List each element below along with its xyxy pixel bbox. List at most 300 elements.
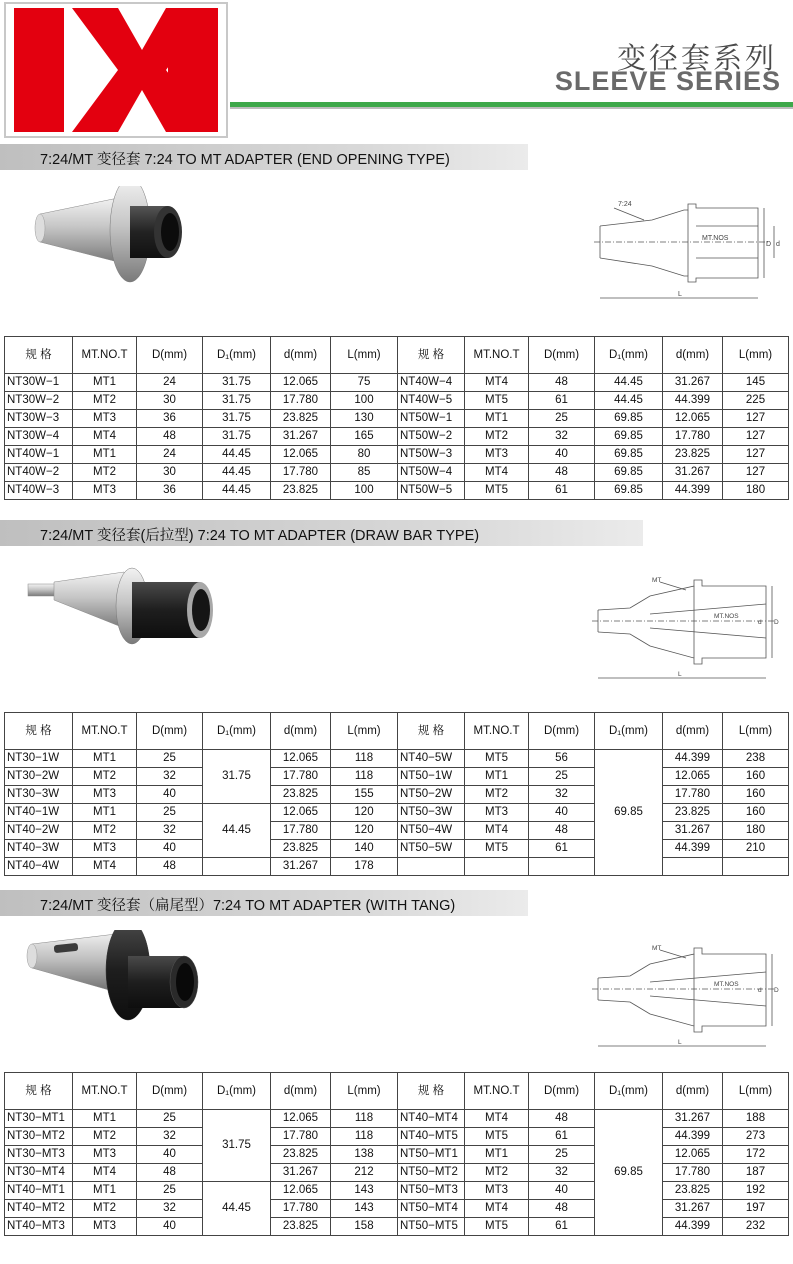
section-1-title-bar [0,144,528,170]
table-cell: 30 [137,464,203,482]
table-cell: 17.780 [271,822,331,840]
column-header: D₁(mm) [203,1073,271,1110]
table-cell: 188 [723,1110,789,1128]
column-header: 规 格 [398,337,465,374]
table-header-row [5,337,789,374]
table-cell: 75 [331,374,398,392]
column-header: 规 格 [5,713,73,750]
brand-logo-icon [6,4,226,136]
column-header: d(mm) [271,713,331,750]
table-row [5,1128,789,1146]
table-cell: MT4 [73,858,137,876]
table-cell-d1: 69.85 [595,750,663,876]
table-header-row [5,713,789,750]
column-header: D(mm) [529,713,595,750]
column-header: MT.NO.T [465,1073,529,1110]
table-cell: 23.825 [271,482,331,500]
table-cell: 23.825 [271,1218,331,1236]
table-cell: MT1 [73,374,137,392]
table-row [5,1164,789,1182]
table-cell: MT1 [465,768,529,786]
table-cell: MT1 [73,446,137,464]
table-cell: MT2 [73,392,137,410]
table-cell: MT3 [465,1182,529,1200]
table-cell: 25 [529,1146,595,1164]
table-cell: 44.399 [663,482,723,500]
table-cell: 12.065 [663,768,723,786]
table-cell: MT2 [73,464,137,482]
end-opening-spec-table [4,336,789,500]
table-cell-model: NT50W−1 [398,410,465,428]
table-cell [203,858,271,876]
table-cell [663,858,723,876]
table-cell: 25 [137,1182,203,1200]
table-cell: 31.75 [203,410,271,428]
table-cell: MT2 [465,786,529,804]
column-header: 规 格 [5,1073,73,1110]
table-row [5,822,789,840]
table-cell-model: NT30W−4 [5,428,73,446]
table-cell: 130 [331,410,398,428]
table-cell: 17.780 [663,428,723,446]
table-cell: 160 [723,804,789,822]
table-cell-model: NT30W−3 [5,410,73,428]
table-cell: 48 [529,374,595,392]
table-cell: MT3 [73,482,137,500]
table-cell: 12.065 [271,1182,331,1200]
column-header: D₁(mm) [203,713,271,750]
table-cell-model: NT40−MT4 [398,1110,465,1128]
table-cell: MT2 [73,1200,137,1218]
table-cell: MT5 [465,482,529,500]
drawing-label-l: L [678,671,682,678]
table-cell: 17.780 [271,1128,331,1146]
table-cell-model: NT50−MT1 [398,1146,465,1164]
table-cell-model: NT30−1W [5,750,73,768]
table-cell: 23.825 [663,446,723,464]
table-cell: 44.399 [663,750,723,768]
table-cell: 61 [529,840,595,858]
table-cell-model: NT50−5W [398,840,465,858]
table-cell [529,858,595,876]
table-cell: 31.75 [203,374,271,392]
table-cell: 40 [137,1218,203,1236]
table-cell: MT2 [465,1164,529,1182]
table-cell: 100 [331,482,398,500]
table-cell: 192 [723,1182,789,1200]
table-cell-model: NT50−3W [398,804,465,822]
section-3-title: 7:24/MT 变径套（扁尾型）7:24 TO MT ADAPTER (WITH TANG) [40,898,456,914]
section-2-title: 7:24/MT 变径套(后拉型) 7:24 TO MT ADAPTER (DRAW BAR TYPE) [40,528,480,544]
column-header: D₁(mm) [595,337,663,374]
table-cell-d1: 69.85 [595,1110,663,1236]
table-row [5,446,789,464]
column-header: D₁(mm) [203,337,271,374]
table-cell: 197 [723,1200,789,1218]
table-cell-model: NT40W−3 [5,482,73,500]
table-cell: 61 [529,1218,595,1236]
table-cell: 127 [723,428,789,446]
column-header: d(mm) [271,1073,331,1110]
table-cell: 100 [331,392,398,410]
table-cell-model: NT30−MT1 [5,1110,73,1128]
table-cell-model: NT40−MT5 [398,1128,465,1146]
table-cell: MT5 [465,1128,529,1146]
table-row [5,428,789,446]
table-cell: 180 [723,822,789,840]
table-cell: 210 [723,840,789,858]
table-cell-d1: 44.45 [203,1182,271,1236]
table-cell: 48 [137,858,203,876]
table-cell: 44.399 [663,1218,723,1236]
table-row [5,410,789,428]
column-header: L(mm) [331,1073,398,1110]
table-cell: 23.825 [663,1182,723,1200]
column-header: D(mm) [529,1073,595,1110]
table-cell-model: NT40W−1 [5,446,73,464]
table-cell: 44.45 [595,392,663,410]
table-cell: 158 [331,1218,398,1236]
table-cell-model: NT40−3W [5,840,73,858]
table-cell: MT1 [465,410,529,428]
table-cell: 24 [137,374,203,392]
table-row [5,786,789,804]
table-cell: 25 [529,768,595,786]
table-row [5,374,789,392]
table-cell-model: NT30−2W [5,768,73,786]
end-opening-adapter-photo [30,186,200,296]
brand-logo [4,2,228,138]
table-cell: 80 [331,446,398,464]
table-cell-model: NT50−MT2 [398,1164,465,1182]
table-cell: 69.85 [595,482,663,500]
table-cell: MT3 [73,1146,137,1164]
table-cell: MT2 [465,428,529,446]
table-cell: 31.75 [203,428,271,446]
drawing-label-mt: MT.NOS [702,235,729,242]
table-cell: 165 [331,428,398,446]
table-cell: 44.399 [663,840,723,858]
drawing-label-d: d [758,987,762,994]
table-cell: MT4 [465,464,529,482]
table-cell-model: NT50−MT4 [398,1200,465,1218]
drawing-label-taper: MT [652,945,662,952]
table-cell: 120 [331,804,398,822]
table-cell: 44.399 [663,1128,723,1146]
table-cell: 40 [529,804,595,822]
table-cell: 44.45 [595,374,663,392]
drawing-label-d1: D [774,619,779,626]
table-cell: 44.45 [203,464,271,482]
draw-bar-adapter-photo [24,566,224,656]
table-cell: MT2 [73,822,137,840]
table-cell: 23.825 [271,840,331,858]
table-cell: 120 [331,822,398,840]
table-cell: 40 [529,446,595,464]
table-cell: 44.45 [203,482,271,500]
table-cell: MT5 [465,392,529,410]
table-cell: MT4 [465,1200,529,1218]
table-cell: MT1 [73,804,137,822]
table-cell-model: NT40−4W [5,858,73,876]
column-header: D(mm) [137,1073,203,1110]
table-cell: 145 [723,374,789,392]
table-cell: 118 [331,1110,398,1128]
table-cell: 17.780 [271,392,331,410]
table-cell: 12.065 [663,1146,723,1164]
table-row [5,1146,789,1164]
table-cell: MT4 [465,1110,529,1128]
table-cell: MT5 [465,1218,529,1236]
table-cell: 140 [331,840,398,858]
table-cell: MT4 [73,1164,137,1182]
section-3-title-bar [0,890,528,916]
table-cell: MT2 [73,768,137,786]
with-tang-adapter-photo [24,930,214,1040]
table-cell: 48 [529,464,595,482]
drawing-label-taper: 7:24 [618,201,632,208]
drawing-label-taper: MT [652,577,662,584]
table-cell: 23.825 [271,786,331,804]
table-cell: MT3 [465,804,529,822]
table-cell: 118 [331,1128,398,1146]
column-header: d(mm) [271,337,331,374]
section-2-title-bar [0,520,643,546]
drawing-label-l: L [678,1039,682,1046]
column-header: MT.NO.T [465,713,529,750]
column-header: L(mm) [723,1073,789,1110]
page-title-cn: 变径套系列 [616,41,777,75]
table-cell: 23.825 [663,804,723,822]
table-cell: 40 [137,786,203,804]
table-cell: 31.267 [663,464,723,482]
table-cell: 155 [331,786,398,804]
table-cell: 61 [529,482,595,500]
drawing-label-mt: MT.NOS [714,981,739,988]
with-tang-spec-table [4,1072,789,1236]
table-cell: MT1 [73,1182,137,1200]
table-cell: 31.267 [663,1110,723,1128]
drawing-label-d1: D [766,241,772,248]
table-cell: 23.825 [271,1146,331,1164]
table-cell: MT5 [465,840,529,858]
table-cell: 212 [331,1164,398,1182]
table-row [5,840,789,858]
drawing-label-d: d [758,619,762,626]
table-row [5,392,789,410]
table-cell: 17.780 [271,768,331,786]
header-divider-shadow [230,107,793,109]
table-cell: 143 [331,1200,398,1218]
table-cell-model: NT50−4W [398,822,465,840]
column-header: MT.NO.T [73,713,137,750]
drawing-label-l: L [678,291,682,298]
table-cell: 12.065 [271,1110,331,1128]
draw-bar-spec-table [4,712,789,876]
table-cell-model: NT30−3W [5,786,73,804]
table-cell: 69.85 [595,446,663,464]
column-header: D(mm) [137,337,203,374]
table-cell: MT1 [465,1146,529,1164]
table-cell: 48 [137,428,203,446]
column-header: D₁(mm) [595,713,663,750]
table-cell: 32 [529,428,595,446]
table-cell: 32 [137,768,203,786]
table-row [5,768,789,786]
table-cell: 17.780 [271,1200,331,1218]
table-cell: 48 [137,1164,203,1182]
table-cell: 31.267 [271,858,331,876]
section-1-title: 7:24/MT 变径套 7:24 TO MT ADAPTER (END OPENING TYPE) [40,152,450,168]
table-row [5,1110,789,1128]
table-row [5,1218,789,1236]
table-cell-model: NT40−MT3 [5,1218,73,1236]
table-cell: 12.065 [271,446,331,464]
table-cell-model: NT40W−5 [398,392,465,410]
table-cell: 36 [137,482,203,500]
table-cell-model: NT30−MT3 [5,1146,73,1164]
table-cell-model: NT50W−2 [398,428,465,446]
drawing-label-d1: D [774,987,779,994]
table-cell-model: NT50W−4 [398,464,465,482]
table-cell: 69.85 [595,428,663,446]
table-cell: 61 [529,1128,595,1146]
table-cell-model: NT30W−2 [5,392,73,410]
table-cell: 56 [529,750,595,768]
table-cell: 12.065 [271,804,331,822]
drawing-label-mt: MT.NOS [714,613,739,620]
table-cell: 32 [137,1200,203,1218]
table-cell-d1: 44.45 [203,804,271,858]
table-cell: 118 [331,768,398,786]
table-cell: 32 [529,786,595,804]
table-cell: 225 [723,392,789,410]
table-cell: MT3 [73,840,137,858]
table-cell-model: NT50−MT5 [398,1218,465,1236]
column-header: L(mm) [723,337,789,374]
table-cell: 138 [331,1146,398,1164]
table-cell: 160 [723,786,789,804]
table-cell: 48 [529,1200,595,1218]
table-cell: 40 [137,840,203,858]
table-cell: 187 [723,1164,789,1182]
table-cell: 85 [331,464,398,482]
table-cell: MT4 [465,374,529,392]
table-cell: 238 [723,750,789,768]
table-cell: MT4 [465,822,529,840]
table-cell [723,858,789,876]
table-cell: 31.75 [203,392,271,410]
table-cell: 25 [137,750,203,768]
column-header: L(mm) [331,337,398,374]
column-header: L(mm) [723,713,789,750]
table-cell-model: NT40W−4 [398,374,465,392]
table-cell-model: NT40W−2 [5,464,73,482]
column-header: MT.NO.T [73,1073,137,1110]
table-cell: MT3 [465,446,529,464]
table-cell-model: NT30W−1 [5,374,73,392]
table-cell: 25 [137,804,203,822]
table-cell-model: NT50W−3 [398,446,465,464]
table-cell-model: NT50−2W [398,786,465,804]
table-cell: 127 [723,446,789,464]
table-cell: 32 [137,1128,203,1146]
table-cell: 17.780 [663,1164,723,1182]
column-header: 规 格 [5,337,73,374]
table-cell: 69.85 [595,464,663,482]
end-opening-technical-drawing [592,196,782,310]
table-header-row [5,1073,789,1110]
column-header: L(mm) [331,713,398,750]
column-header: MT.NO.T [73,337,137,374]
table-cell: 31.267 [663,374,723,392]
table-row [5,482,789,500]
drawing-label-d: d [776,241,780,248]
table-cell: 232 [723,1218,789,1236]
column-header: 规 格 [398,713,465,750]
table-cell: MT1 [73,1110,137,1128]
table-row [5,1182,789,1200]
table-cell: 40 [529,1182,595,1200]
table-cell: 40 [137,1146,203,1164]
column-header: d(mm) [663,713,723,750]
table-cell: 25 [529,410,595,428]
table-cell: 24 [137,446,203,464]
table-cell: 178 [331,858,398,876]
column-header: D₁(mm) [595,1073,663,1110]
table-cell: 23.825 [271,410,331,428]
table-cell: 143 [331,1182,398,1200]
table-cell: 32 [137,822,203,840]
column-header: 规 格 [398,1073,465,1110]
table-row [5,750,789,768]
table-cell-model: NT50−MT3 [398,1182,465,1200]
table-cell: 127 [723,410,789,428]
table-cell: 12.065 [271,750,331,768]
table-cell: 31.267 [663,822,723,840]
table-cell: 160 [723,768,789,786]
table-row [5,464,789,482]
table-cell [465,858,529,876]
column-header: d(mm) [663,1073,723,1110]
table-cell: 31.267 [271,428,331,446]
table-cell-d1: 31.75 [203,750,271,804]
table-cell: 31.267 [663,1200,723,1218]
column-header: D(mm) [137,713,203,750]
table-cell: 30 [137,392,203,410]
table-row [5,1200,789,1218]
table-cell: MT1 [73,750,137,768]
table-cell: 12.065 [663,410,723,428]
table-cell: 61 [529,392,595,410]
table-cell: 69.85 [595,410,663,428]
table-cell: 44.45 [203,446,271,464]
table-cell: MT4 [73,428,137,446]
table-cell: 25 [137,1110,203,1128]
table-cell: 118 [331,750,398,768]
table-cell-model: NT30−MT4 [5,1164,73,1182]
column-header: d(mm) [663,337,723,374]
table-cell: 36 [137,410,203,428]
table-cell: 172 [723,1146,789,1164]
with-tang-technical-drawing [590,942,786,1054]
table-cell-d1: 31.75 [203,1110,271,1182]
table-cell: MT3 [73,410,137,428]
table-cell: 17.780 [663,786,723,804]
table-cell: 31.267 [271,1164,331,1182]
table-row [5,858,789,876]
table-cell-model: NT40−1W [5,804,73,822]
